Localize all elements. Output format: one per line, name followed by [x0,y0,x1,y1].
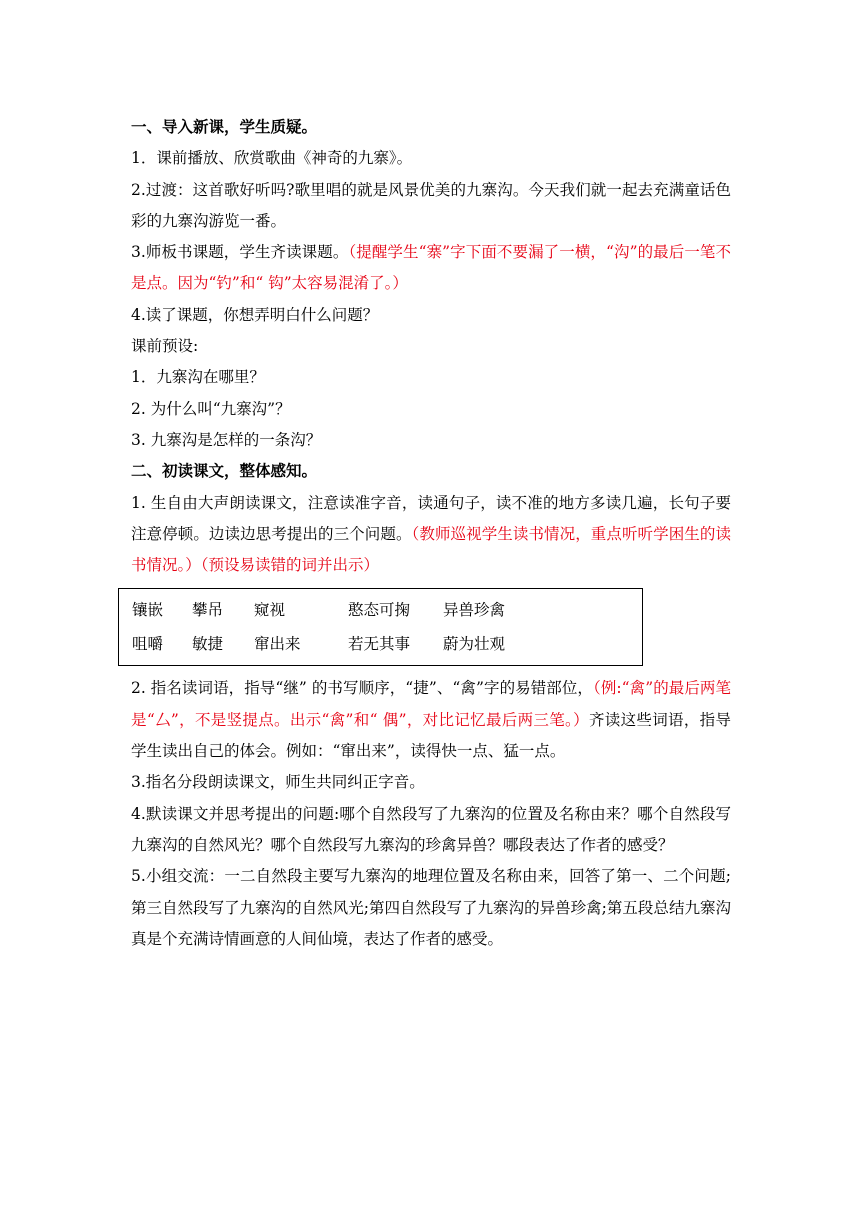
teacher-note: （提醒学生“寨”字下面不要漏了一横，“沟”的最后一笔不是点。因为“钓”和“ 钩”太容易混淆了。） [131,243,731,293]
paragraph [131,488,731,582]
vocab-word: 窥视 [254,601,286,620]
question-item: 1．九寨沟在哪里？ [131,368,265,387]
paragraph [131,673,731,767]
vocab-word: 异兽珍禽 [443,601,506,620]
vocab-word: 蔚为壮观 [443,635,506,654]
vocab-word: 敏捷 [192,635,224,654]
paragraph-text-tail: 齐读这些词语，指导学生读出自己的体会。例如：“窜出来”，读得快一点、猛一点。 [131,710,731,761]
vocabulary-row [132,593,642,627]
section-heading-2: 二、初读课文，整体感知。 [131,462,318,481]
teacher-note: （教师巡视学生读书情况，重点听听学困生的读书情况。） [131,524,731,575]
paragraph: 1．课前播放、欣赏歌曲《神奇的九寨》。 [131,149,413,168]
section-heading-1: 一、导入新课，学生质疑。 [131,118,318,136]
vocab-word: 若无其事 [348,635,411,654]
vocabulary-box [118,588,643,666]
paragraph-text: 1. 生自由大声朗读课文，注意读准字音，读通句子，读不准的地方多读几遍，长句子要注意停顿。边读边思考提出的三个问题。 [131,493,731,543]
vocab-word: 镶嵌 [132,601,164,620]
question-item: 3. 九寨沟是怎样的一条沟？ [131,430,322,449]
vocab-word: 憨态可掬 [348,601,411,620]
vocab-word: 咀嚼 [132,635,164,654]
vocab-word: 窜出来 [254,635,301,654]
teacher-note: （例:“禽”的最后两笔是“厶”，不是竖提点。出示“禽”和“ 偶”，对比记忆最后两三笔。） [131,679,731,729]
paragraph: 2.过渡：这首歌好听吗?歌里唱的就是风景优美的九寨沟。今天我们就一起去充满童话色彩的九寨沟游览一番。 [131,180,731,230]
paragraph-text: 3.师板书课题，学生齐读课题。 [131,243,349,262]
paragraph: 4.读了课题，你想弄明白什么问题？ [131,305,379,324]
paragraph: 3.指名分段朗读课文，师生共同纠正字音。 [131,773,425,792]
teacher-note-tail: （预设易读错的词并出示） [200,556,380,575]
vocabulary-row [132,627,642,661]
paragraph: 4.默读课文并思考提出的问题:哪个自然段写了九寨沟的位置及名称由来？哪个自然段写九寨沟的自然风光？哪个自然段写九寨沟的珍禽异兽？哪段表达了作者的感受？ [131,804,731,854]
question-item: 2. 为什么叫“九寨沟”？ [131,399,291,418]
paragraph: 5.小组交流：一二自然段主要写九寨沟的地理位置及名称由来，回答了第一、二个问题;第三自然段写了九寨沟的自然风光;第四自然段写了九寨沟的异兽珍禽;第五段总结九寨沟真是个充满诗情画意的人间仙境，表达了作者的感受。 [131,867,731,948]
vocab-word: 攀吊 [192,601,224,620]
preset-label: 课前预设: [131,337,199,356]
paragraph-text: 2. 指名读词语，指导“继” 的书写顺序，“捷”、“禽”字的易错部位， [131,679,594,698]
paragraph [131,237,731,300]
